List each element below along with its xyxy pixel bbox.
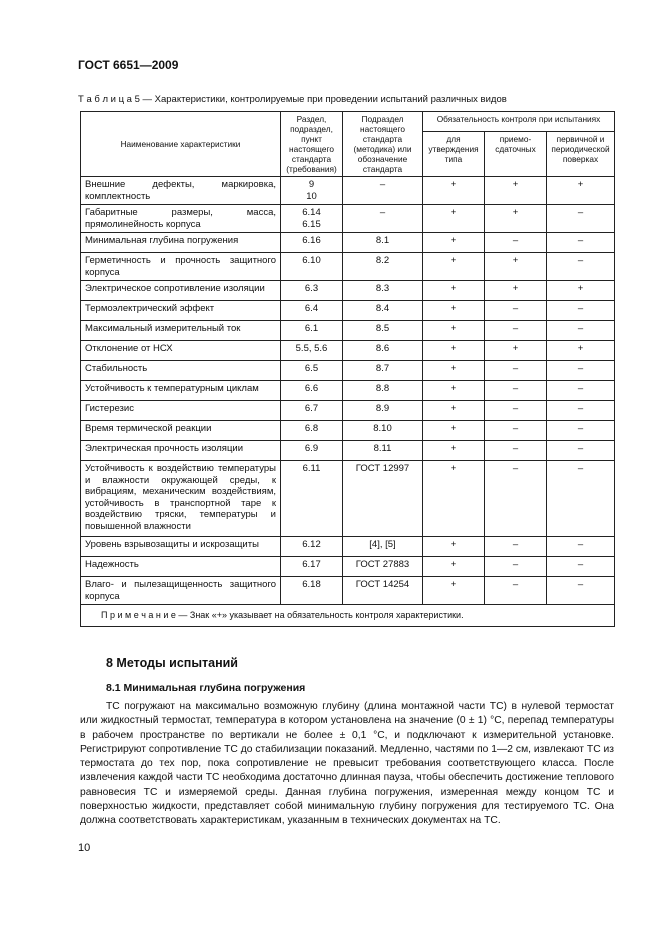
row-section: 6.16: [281, 233, 343, 253]
table-body: [81, 177, 615, 605]
row-method: ГОСТ 27883: [343, 557, 423, 577]
header-name: Наименование характеристики: [81, 112, 281, 177]
table-row: [81, 321, 615, 341]
row-type-approval: +: [423, 461, 485, 537]
row-periodic: –: [547, 253, 615, 281]
row-method: ГОСТ 12997: [343, 461, 423, 537]
row-type-approval: +: [423, 537, 485, 557]
row-acceptance: +: [485, 253, 547, 281]
row-method: 8.9: [343, 401, 423, 421]
row-method: 8.5: [343, 321, 423, 341]
row-periodic: –: [547, 401, 615, 421]
row-name: Уровень взрывозащиты и искрозащиты: [81, 537, 281, 557]
table-row: [81, 341, 615, 361]
table-row: [81, 205, 615, 233]
header-acceptance: приемо-сдаточных: [485, 131, 547, 177]
row-name: Герметичность и прочность защитного корпуса: [81, 253, 281, 281]
row-acceptance: –: [485, 301, 547, 321]
row-acceptance: +: [485, 281, 547, 301]
row-acceptance: –: [485, 577, 547, 605]
row-acceptance: –: [485, 461, 547, 537]
row-type-approval: +: [423, 177, 485, 205]
row-name: Минимальная глубина погружения: [81, 233, 281, 253]
row-name: Надежность: [81, 557, 281, 577]
subsection-title: 8.1 Минимальная глубина погружения: [106, 682, 306, 694]
row-periodic: +: [547, 341, 615, 361]
row-acceptance: –: [485, 421, 547, 441]
header-mandatory: Обязательность контроля при испытаниях: [423, 112, 615, 132]
table-row: [81, 577, 615, 605]
row-type-approval: +: [423, 361, 485, 381]
row-acceptance: –: [485, 361, 547, 381]
row-periodic: –: [547, 381, 615, 401]
body-paragraph: ТС погружают на максимально возможную глубину (длина монтажной части ТС) в нулевой термостат или жидкостный термостат, температура в котором установлена на значение (0 ± 1) °С, перепад температуры в рабочем пространстве по вертикали не более ± 0,1 °С, и подключают к измерительной установке. Регистрируют сопротивление ТС до стабилизации показаний. Медленно, частями по 1—2 см, извлекают ТС из термостата до тех пор, пока сопротивление не превысит требования соответствующего класса. После извлечения каждой части ТС необходима достаточно длинная пауза, чтобы обеспечить достижение теплового равновесия ТС и измеряемой среды. Данная глубина погружения, измеренная между концом ТС и поверхностью жидкости, представляет собой минимальную глубину погружения для тестируемого ТС. Она должна соответствовать характеристикам, указанным в технических документах на ТС.: [80, 701, 614, 827]
row-name: Электрическое сопротивление изоляции: [81, 281, 281, 301]
row-type-approval: +: [423, 421, 485, 441]
row-acceptance: –: [485, 441, 547, 461]
section-title: 8 Методы испытаний: [106, 656, 238, 670]
row-method: –: [343, 205, 423, 233]
table-row: [81, 177, 615, 205]
row-periodic: –: [547, 461, 615, 537]
row-acceptance: +: [485, 341, 547, 361]
row-periodic: –: [547, 233, 615, 253]
table-row: [81, 233, 615, 253]
row-periodic: +: [547, 177, 615, 205]
row-periodic: –: [547, 537, 615, 557]
row-method: 8.4: [343, 301, 423, 321]
header-method: Подраздел настоящего стандарта (методика) или обозначение стандарта: [343, 112, 423, 177]
row-section: 6.6: [281, 381, 343, 401]
row-section: 6.9: [281, 441, 343, 461]
row-name: Стабильность: [81, 361, 281, 381]
table-row: [81, 461, 615, 537]
row-name: Гистерезис: [81, 401, 281, 421]
row-periodic: –: [547, 205, 615, 233]
table-row: [81, 253, 615, 281]
row-method: 8.6: [343, 341, 423, 361]
row-acceptance: +: [485, 205, 547, 233]
row-type-approval: +: [423, 321, 485, 341]
row-section: 6.1: [281, 321, 343, 341]
row-type-approval: +: [423, 441, 485, 461]
row-section: 9 10: [281, 177, 343, 205]
table-caption: Т а б л и ц а 5 — Характеристики, контролируемые при проведении испытаний различных видов: [78, 94, 507, 105]
table-note: П р и м е ч а н и е — Знак «+» указывает на обязательность контроля характеристики.: [81, 605, 615, 627]
row-section: 6.3: [281, 281, 343, 301]
row-acceptance: –: [485, 381, 547, 401]
row-acceptance: –: [485, 537, 547, 557]
row-method: 8.2: [343, 253, 423, 281]
row-name: Устойчивость к температурным циклам: [81, 381, 281, 401]
row-section: 6.5: [281, 361, 343, 381]
table-row: [81, 361, 615, 381]
row-periodic: –: [547, 577, 615, 605]
row-type-approval: +: [423, 301, 485, 321]
row-acceptance: –: [485, 321, 547, 341]
row-type-approval: +: [423, 381, 485, 401]
row-section: 6.11: [281, 461, 343, 537]
row-periodic: –: [547, 321, 615, 341]
row-name: Максимальный измерительный ток: [81, 321, 281, 341]
row-section: 6.12: [281, 537, 343, 557]
row-periodic: –: [547, 361, 615, 381]
row-name: Внешние дефекты, маркировка, комплектность: [81, 177, 281, 205]
page-number: 10: [78, 842, 91, 854]
row-section: 6.8: [281, 421, 343, 441]
header-periodic: первичной и периодической поверках: [547, 131, 615, 177]
row-method: 8.11: [343, 441, 423, 461]
row-acceptance: –: [485, 401, 547, 421]
row-name: Габаритные размеры, масса, прямолинейность корпуса: [81, 205, 281, 233]
row-type-approval: +: [423, 205, 485, 233]
row-type-approval: +: [423, 281, 485, 301]
table-row: [81, 537, 615, 557]
document-id: ГОСТ 6651—2009: [78, 58, 179, 72]
row-method: 8.3: [343, 281, 423, 301]
row-method: 8.10: [343, 421, 423, 441]
row-section: 6.17: [281, 557, 343, 577]
row-method: [4], [5]: [343, 537, 423, 557]
row-type-approval: +: [423, 341, 485, 361]
row-section: 6.7: [281, 401, 343, 421]
row-method: 8.1: [343, 233, 423, 253]
characteristics-table: [80, 111, 615, 627]
table-row: [81, 281, 615, 301]
row-acceptance: –: [485, 557, 547, 577]
row-periodic: –: [547, 557, 615, 577]
row-name: Влаго- и пылезащищенность защитного корпуса: [81, 577, 281, 605]
row-method: 8.7: [343, 361, 423, 381]
row-periodic: –: [547, 421, 615, 441]
row-type-approval: +: [423, 253, 485, 281]
row-periodic: –: [547, 301, 615, 321]
row-section: 6.4: [281, 301, 343, 321]
header-type-approval: для утверждения типа: [423, 131, 485, 177]
row-periodic: +: [547, 281, 615, 301]
row-method: –: [343, 177, 423, 205]
row-method: ГОСТ 14254: [343, 577, 423, 605]
header-section: Раздел, подраздел, пункт настоящего стандарта (требования): [281, 112, 343, 177]
table-row: [81, 421, 615, 441]
table-row: [81, 381, 615, 401]
row-section: 5.5, 5.6: [281, 341, 343, 361]
row-section: 6.10: [281, 253, 343, 281]
row-type-approval: +: [423, 233, 485, 253]
row-name: Электрическая прочность изоляции: [81, 441, 281, 461]
table-row: [81, 557, 615, 577]
row-acceptance: –: [485, 233, 547, 253]
row-name: Время термической реакции: [81, 421, 281, 441]
row-acceptance: +: [485, 177, 547, 205]
table-row: [81, 441, 615, 461]
row-section: 6.18: [281, 577, 343, 605]
row-section: 6.14 6.15: [281, 205, 343, 233]
row-periodic: –: [547, 441, 615, 461]
row-name: Устойчивость к воздействию температуры и влажности окружающей среды, к вибрациям, механическим воздействиям, устойчивость в транспортной таре к воздействию тряски, температуры и повышенной влажности: [81, 461, 281, 537]
table-row: [81, 301, 615, 321]
row-name: Отклонение от НСХ: [81, 341, 281, 361]
row-type-approval: +: [423, 401, 485, 421]
row-name: Термоэлектрический эффект: [81, 301, 281, 321]
row-type-approval: +: [423, 557, 485, 577]
table-row: [81, 401, 615, 421]
row-type-approval: +: [423, 577, 485, 605]
row-method: 8.8: [343, 381, 423, 401]
